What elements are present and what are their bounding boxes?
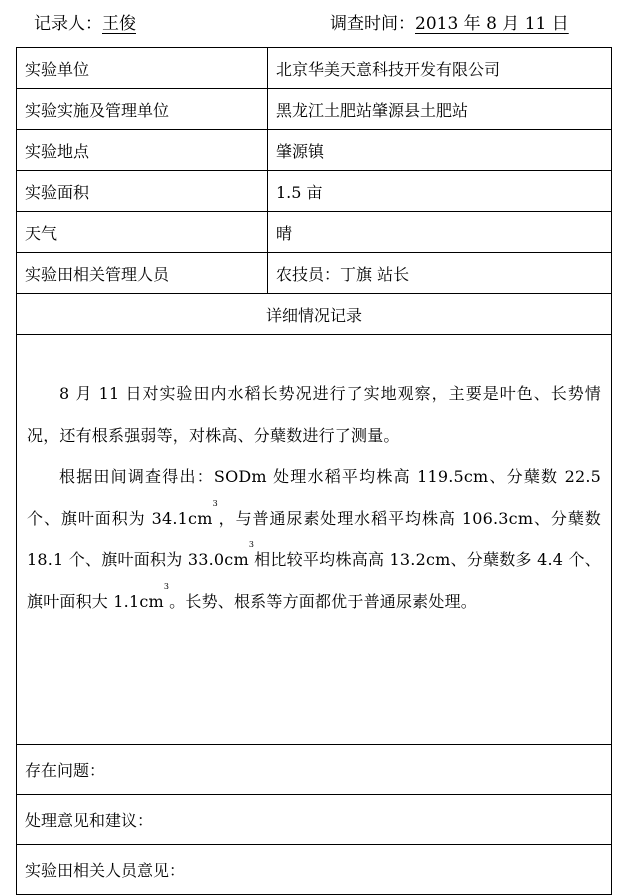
table-row bbox=[17, 48, 612, 89]
table-row bbox=[17, 89, 612, 130]
superscript-3: 3 bbox=[248, 540, 255, 549]
row-value-unit: 北京华美天意科技开发有限公司 bbox=[268, 48, 612, 89]
staff-opinion-label: 实验田相关人员意见： bbox=[17, 845, 612, 895]
row-value-area: 1.5 亩 bbox=[268, 171, 612, 212]
survey-time-value: 2013 年 8 月 11 日 bbox=[415, 14, 569, 34]
table-row bbox=[17, 171, 612, 212]
detail-body bbox=[17, 335, 612, 745]
table-row bbox=[17, 845, 612, 895]
experiment-record-table bbox=[16, 47, 612, 895]
detail-paragraph-2 bbox=[27, 456, 601, 622]
table-row bbox=[17, 335, 612, 745]
row-value-staff: 农技员：丁旗 站长 bbox=[268, 253, 612, 294]
row-label-weather: 天气 bbox=[17, 212, 268, 253]
recorder-field bbox=[34, 10, 158, 38]
row-label-area: 实验面积 bbox=[17, 171, 268, 212]
table-row bbox=[17, 795, 612, 845]
detail-p2-part-a: 根据田间调查得出：SODm 处理水稻平均株高 119.5cm、分蘖数 22.5 个、旗叶面积为 34.1cm bbox=[27, 467, 601, 528]
recorder-name: 王俊 bbox=[102, 14, 136, 34]
suggestions-label: 处理意见和建议： bbox=[17, 795, 612, 845]
table-row bbox=[17, 745, 612, 795]
detail-p2-part-d: 。长势、根系等方面都优于普通尿素处理。 bbox=[169, 591, 477, 611]
row-value-management: 黑龙江土肥站肇源县土肥站 bbox=[268, 89, 612, 130]
detail-paragraph-1: 8 月 11 日对实验田内水稻长势况进行了实地观察，主要是叶色、长势情况，还有根系强弱等，对株高、分蘖数进行了测量。 bbox=[27, 384, 601, 445]
survey-time-label: 调查时间： bbox=[330, 14, 415, 34]
detail-p2-part-b: ，与普通尿素处理水稻平均株高 106.3cm、分蘖数 18.1 个、旗叶面积为 33.0cm bbox=[27, 508, 601, 569]
survey-time-field bbox=[330, 10, 569, 38]
row-label-location: 实验地点 bbox=[17, 130, 268, 171]
superscript-3: 3 bbox=[212, 498, 218, 508]
row-value-weather: 晴 bbox=[268, 212, 612, 253]
issues-label: 存在问题： bbox=[17, 745, 612, 795]
row-label-staff: 实验田相关管理人员 bbox=[17, 253, 268, 294]
row-label-unit: 实验单位 bbox=[17, 48, 268, 89]
table-row bbox=[17, 130, 612, 171]
row-value-location: 肇源镇 bbox=[268, 130, 612, 171]
detail-p2-part-c: 相比较平均株高高 13.2cm、分蘖数多 4.4 个、旗叶面积大 1.1cm bbox=[27, 550, 601, 611]
superscript-3: 3 bbox=[163, 581, 170, 591]
table-row bbox=[17, 212, 612, 253]
table-row bbox=[17, 253, 612, 294]
table-row bbox=[17, 294, 612, 335]
row-label-management: 实验实施及管理单位 bbox=[17, 89, 268, 130]
detail-heading: 详细情况记录 bbox=[17, 294, 612, 335]
recorder-label: 记录人： bbox=[34, 14, 102, 34]
